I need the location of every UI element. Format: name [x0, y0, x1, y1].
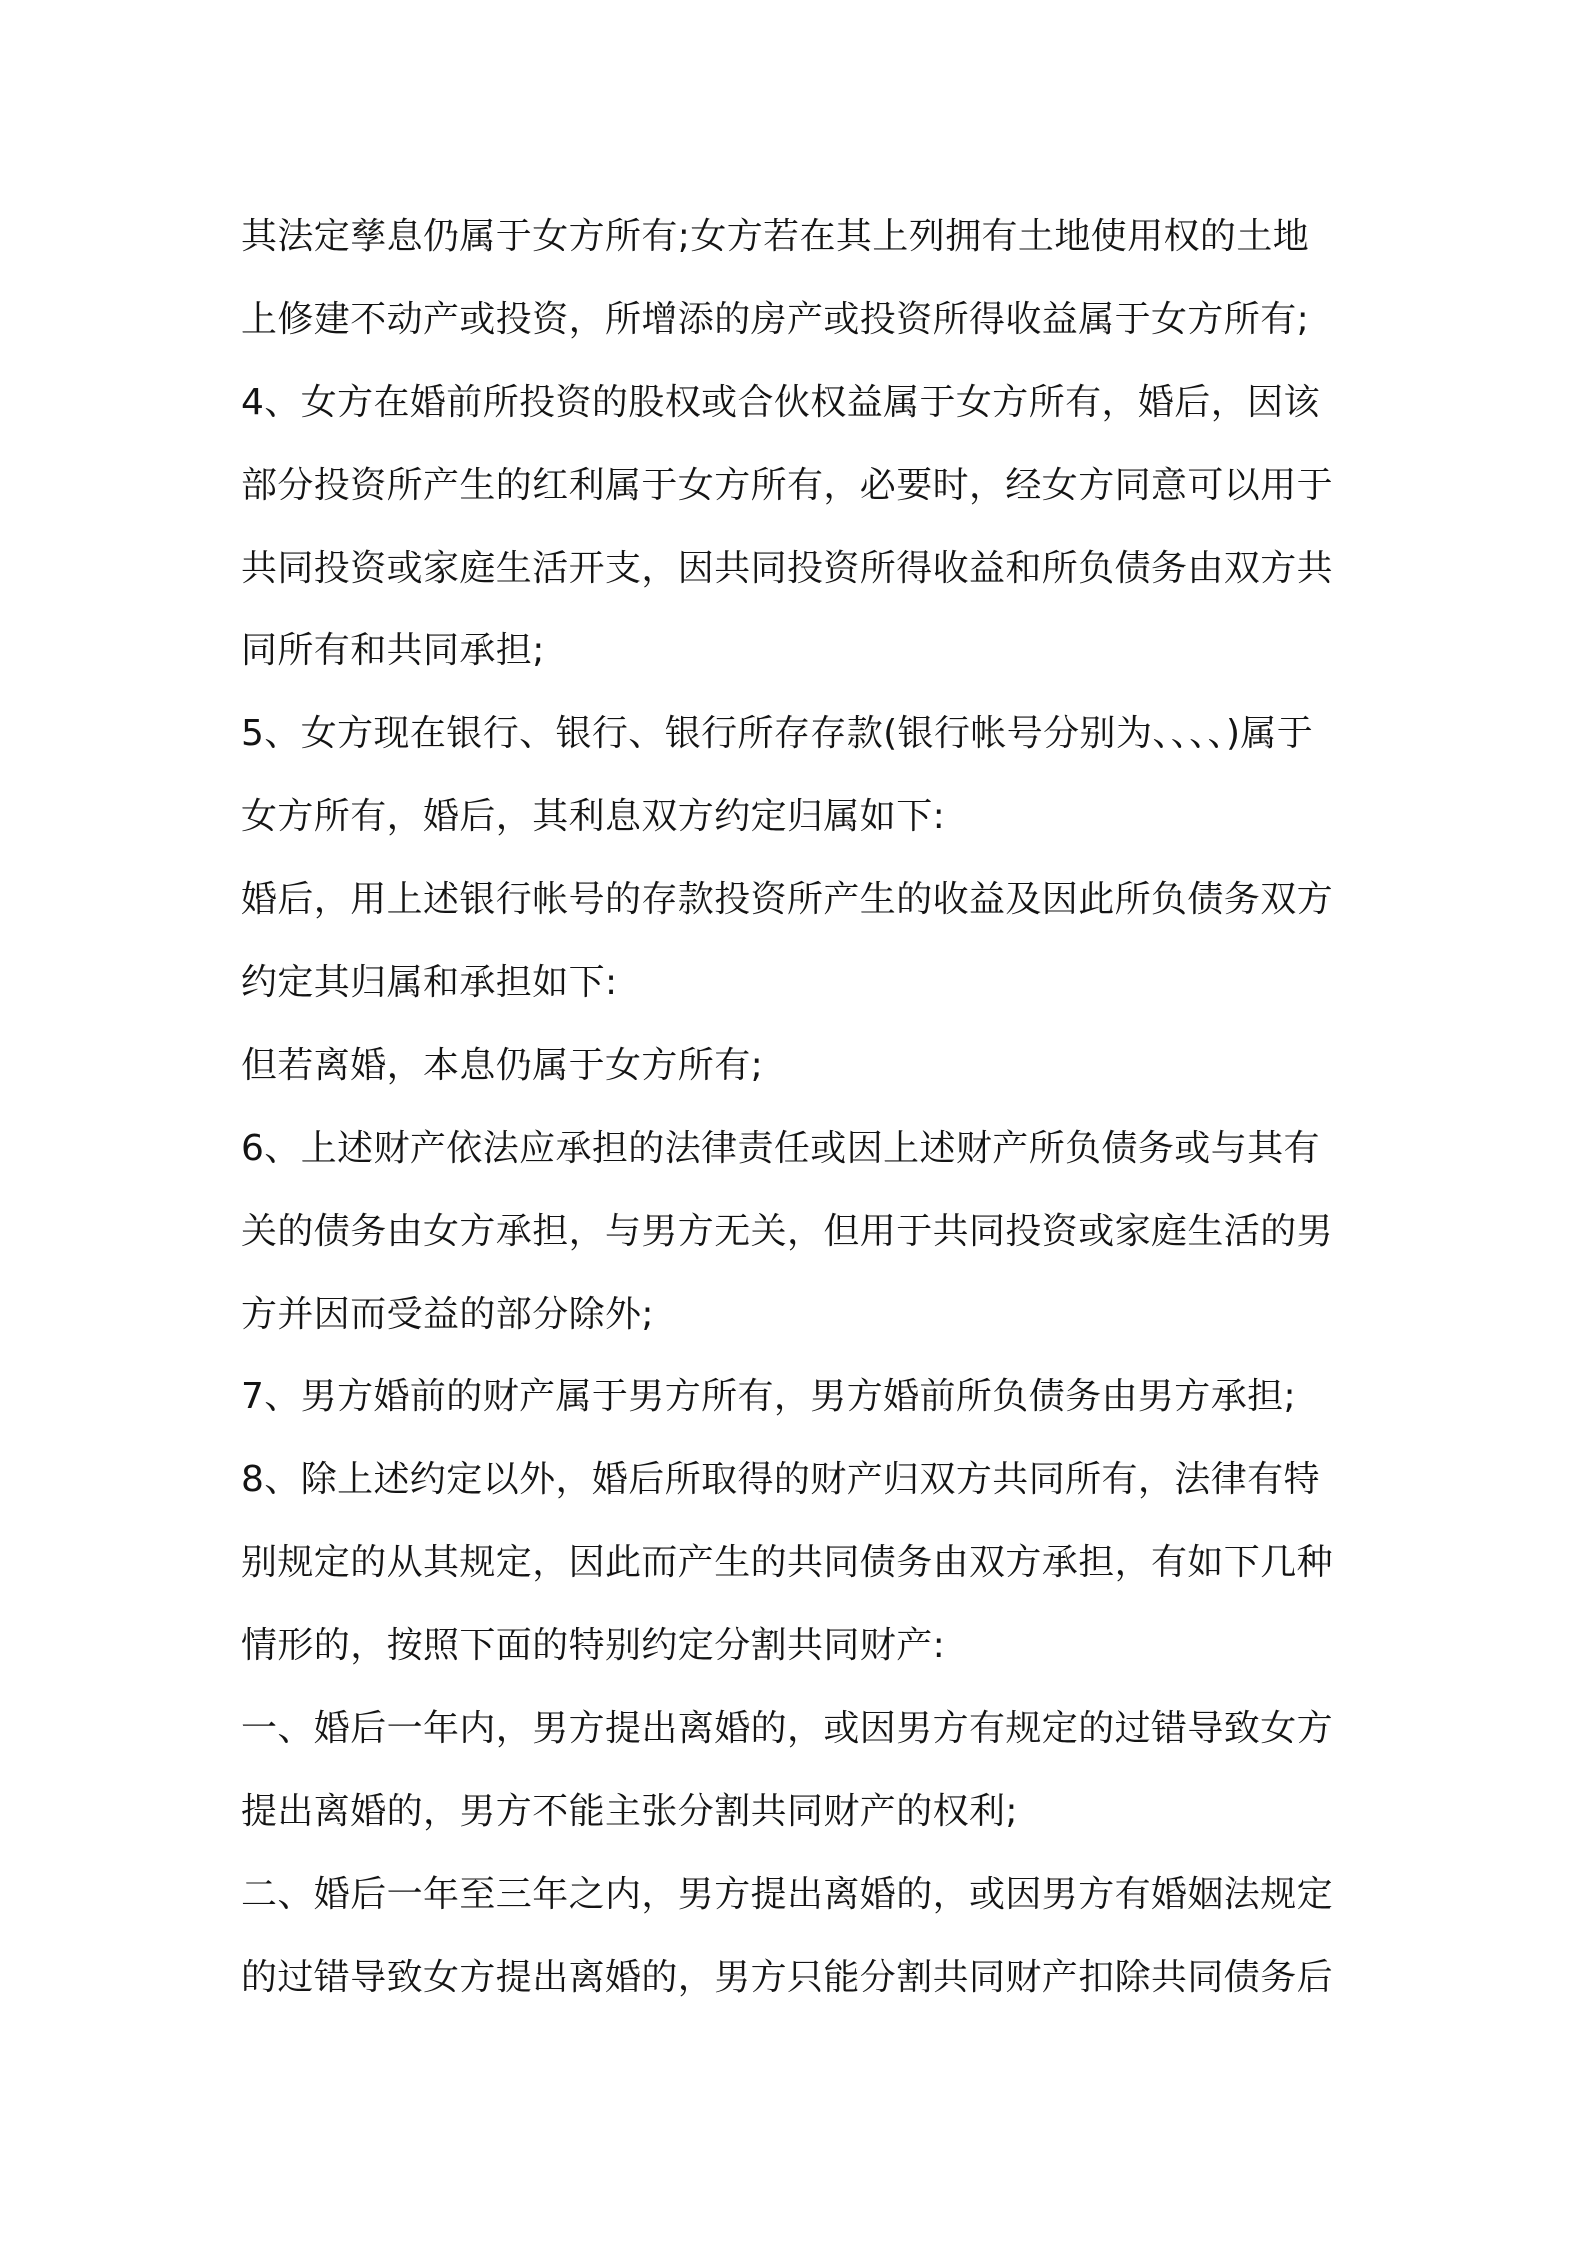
text-line: 其法定孳息仍属于女方所有;女方若在其上列拥有土地使用权的土地 — [241, 216, 1310, 257]
text-line: 方并因而受益的部分除外; — [241, 1293, 654, 1335]
text-line: 6、上述财产依法应承担的法律责任或因上述财产所负债务或与其有 — [241, 1127, 1320, 1169]
text-line: 二、婚后一年至三年之内，男方提出离婚的，或因男方有婚姻法规定 — [241, 1873, 1334, 1915]
text-line: 4、女方在婚前所投资的股权或合伙权益属于女方所有，婚后，因该 — [241, 381, 1320, 423]
text-line: 同所有和共同承担; — [241, 630, 545, 672]
text-line: 上修建不动产或投资，所增添的房产或投资所得收益属于女方所有; — [241, 298, 1310, 340]
text-line: 婚后，用上述银行帐号的存款投资所产生的收益及因此所负债务双方 — [241, 879, 1334, 921]
text-line: 女方所有，婚后，其利息双方约定归属如下: — [241, 796, 946, 838]
text-line: 别规定的从其规定，因此而产生的共同债务由双方承担，有如下几种 — [241, 1542, 1334, 1584]
text-line: 的过错导致女方提出离婚的，男方只能分割共同财产扣除共同债务后 — [241, 1956, 1334, 1998]
text-line: 共同投资或家庭生活开支，因共同投资所得收益和所负债务由双方共 — [241, 547, 1334, 589]
text-line: 部分投资所产生的红利属于女方所有，必要时，经女方同意可以用于 — [241, 464, 1334, 506]
text-line: 5、女方现在银行、银行、银行所存存款(银行帐号分别为、、、、)属于 — [241, 713, 1314, 755]
text-line: 关的债务由女方承担，与男方无关，但用于共同投资或家庭生活的男 — [241, 1210, 1334, 1252]
document-body — [241, 196, 1361, 2020]
text-line: 但若离婚，本息仍属于女方所有; — [241, 1044, 764, 1086]
text-line: 提出离婚的，男方不能主张分割共同财产的权利; — [241, 1790, 1018, 1832]
text-line: 7、男方婚前的财产属于男方所有，男方婚前所负债务由男方承担; — [241, 1376, 1297, 1418]
text-line: 一、婚后一年内，男方提出离婚的，或因男方有规定的过错导致女方 — [241, 1708, 1334, 1750]
text-line: 约定其归属和承担如下: — [241, 962, 618, 1004]
text-line: 情形的，按照下面的特别约定分割共同财产: — [241, 1625, 946, 1667]
text-line: 8、除上述约定以外，婚后所取得的财产归双方共同所有，法律有特 — [241, 1459, 1320, 1501]
